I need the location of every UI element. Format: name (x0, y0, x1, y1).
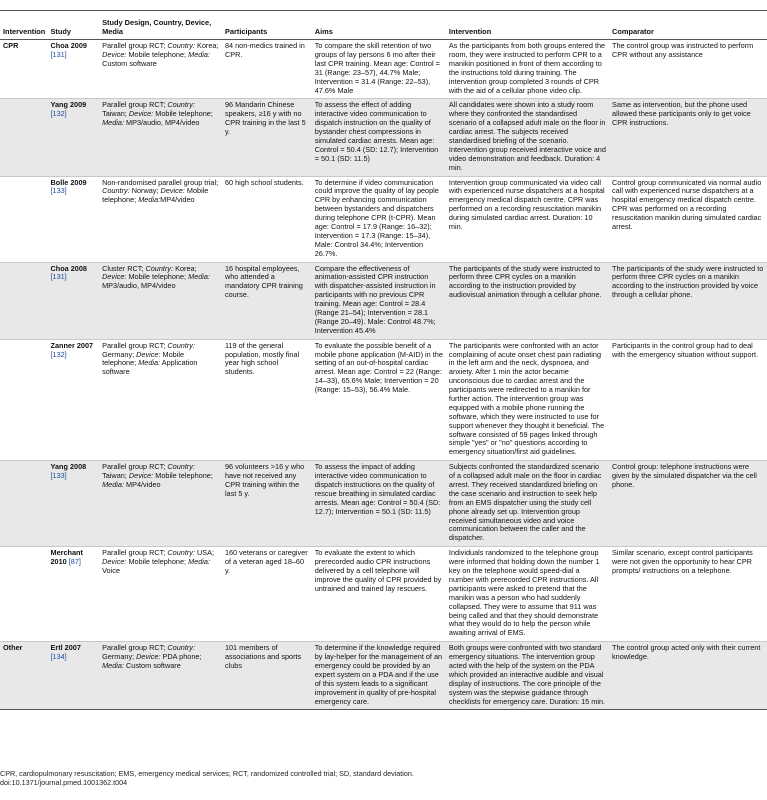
study-cell (47, 642, 99, 710)
group-cell (0, 99, 47, 176)
intervention-cell: Individuals randomized to the telephone group were informed that holding down the number 1 key on the telephone would speed-dial a number with prerecorded CPR instructions. All participants were asked to pretend that the manikin was a person who had suddenly collapsed. They were to assume that 911 was being called and that they should demonstrate what they would do to help the person while awaiting arrival of EMS. (446, 547, 609, 642)
table-row (0, 40, 767, 99)
design-cell: Parallel group RCT; Country: USA; Device: Mobile telephone; Media: Voice (99, 547, 222, 642)
study-cell (47, 40, 99, 99)
reference-link[interactable]: [87] (68, 557, 81, 567)
reference-link[interactable]: [133] (50, 471, 67, 481)
table-row (0, 99, 767, 176)
intervention-cell: All candidates were shown into a study room where they confronted the standardised scenario of a collapsed adult male on the floor in cardiac arrest. The subjects received standardised briefing of the scenario. Intervention group received interactive voice and video demonstration and feedback. Duration: 4 min. (446, 99, 609, 176)
reference-link[interactable]: [131] (50, 49, 67, 59)
abbreviations-note: CPR, cardiopulmonary resuscitation; EMS, emergency medical services; RCT, randomized controlled trial; SD, standard deviation. (0, 769, 414, 778)
study-name: Bolle 2009 (50, 177, 87, 187)
intervention-cell: As the participants from both groups entered the room, they were instructed to perform CPR to a manikin positioned in front of them according to the instructions told during training. The intervention group completed 3 rounds of CPR with the aid of a cellular phone video clip. (446, 40, 609, 99)
comparator-cell: Control group: telephone instructions were given by the simulated dispatcher via the cell phone. (609, 461, 767, 547)
study-name: Yang 2008 (50, 462, 87, 472)
table-row (0, 547, 767, 642)
study-cell (47, 99, 99, 176)
intervention-cell: The participants of the study were instructed to perform three CPR cycles on a manikin according to the instruction provided by audiovisual animation through a cellular phone. (446, 262, 609, 339)
header-design: Study Design, Country, Device, Media (99, 18, 222, 40)
table-footer (0, 769, 414, 788)
comparator-cell: The control group acted only with their current knowledge. (609, 642, 767, 710)
study-name: Yang 2009 (50, 100, 87, 110)
design-cell: Cluster RCT; Country: Korea; Device: Mobile telephone; Media: MP3/audio, MP4/video (99, 262, 222, 339)
reference-link[interactable]: [133] (50, 186, 67, 196)
participants-cell: 16 hospital employees, who attended a mandatory CPR training course. (222, 262, 312, 339)
study-cell (47, 176, 99, 262)
design-cell: Parallel group RCT; Country: Taiwan; Device: Mobile telephone; Media: MP4/video (99, 461, 222, 547)
comparator-cell: The participants of the study were instructed to perform three CPR cycles on a manikin according to the instruction provided by voice through a cellular phone. (609, 262, 767, 339)
study-table (0, 18, 767, 710)
header-aims: Aims (312, 18, 446, 40)
aims-cell: To evaluate the extent to which prerecorded audio CPR instructions delivered by a cell telephone will improve the quality of CPR provided by untrained and trained lay rescuers. (312, 547, 446, 642)
aims-cell: To compare the skill retention of two groups of lay persons 6 mo after their last CPR training. Mean age: Control = 31 (Range: 23–57), 44.7% Male; Intervention = 31.4 (Range: 22–53), 47.6% Male (312, 40, 446, 99)
intervention-cell: Intervention group communicated via video call with experienced nurse dispatchers at a hospital emergency medical dispatch centre. CPR was performed on a recording resuscitation manikin during simulated cardiac arrest. Duration: 10 min. (446, 176, 609, 262)
comparator-cell: The control group was instructed to perform CPR without any assistance (609, 40, 767, 99)
intervention-cell: Subjects confronted the standardized scenario of a collapsed adult male on the floor in cardiac arrest. They received standardized briefing on the case scenario and instruction to seek help from an EMS dispatcher using the study cell phone already set up. Intervention group received simultaneous video and voice communication between the caller and the dispatcher. (446, 461, 609, 547)
table-row (0, 461, 767, 547)
comparator-cell: Same as intervention, but the phone used allowed these participants only to get voice CPR instructions. (609, 99, 767, 176)
study-name: Merchant 2010 (50, 548, 83, 567)
aims-cell: To assess the effect of adding interactive video communication to dispatch instruction on the quality of bystander chest compressions in simulated cardiac arrests. Mean age: Control = 50.4 (SD: 12.7); Intervention = 50.1 (SD: 11.5) (312, 99, 446, 176)
study-cell (47, 461, 99, 547)
study-name: Choa 2009 (50, 41, 87, 51)
aims-cell: Compare the effectiveness of animation-assisted CPR instruction with dispatcher-assisted instruction in participants with no previous CPR training. Mean age: Control = 28.4 (Range 21–54); Intervention = 28.1 (Range 20–49). Male: Control 48.7%; Intervention 45.4% (312, 262, 446, 339)
table-row (0, 176, 767, 262)
group-cell (0, 262, 47, 339)
aims-cell: To assess the impact of adding interactive video communication to dispatch instructions on the quality of rescue breathing in simulated cardiac arrests. Mean age: Control = 50.4 (SD: 12.7); Intervention = 50.1 (SD: 11.5) (312, 461, 446, 547)
study-name: Ertl 2007 (50, 643, 81, 653)
design-cell: Non-randomised parallel group trial; Country: Norway; Device: Mobile telephone; Media:MP4/video (99, 176, 222, 262)
header-participants: Participants (222, 18, 312, 40)
table-row (0, 339, 767, 461)
intervention-cell: Both groups were confronted with two standard emergency situations. The intervention group acted with the help of the system on the PDA which provided an interactive audible and visual display of instructions. The core principle of the system was the stepwise guidance through checklists for emergency care. Duration: 15 min. (446, 642, 609, 710)
design-cell: Parallel group RCT; Country: Korea; Device: Mobile telephone; Media: Custom software (99, 40, 222, 99)
study-cell (47, 339, 99, 461)
design-cell: Parallel group RCT; Country: Germany; Device: PDA phone; Media: Custom software (99, 642, 222, 710)
group-cell (0, 461, 47, 547)
study-cell (47, 547, 99, 642)
reference-link[interactable]: [131] (50, 272, 67, 282)
table-row (0, 262, 767, 339)
comparator-cell: Control group communicated via normal audio call with experienced nurse dispatchers at a hospital emergency medical dispatch centre. CPR was performed on a recording resuscitation manikin during simulated cardiac arrest. (609, 176, 767, 262)
header-intervention-desc: Intervention (446, 18, 609, 40)
study-name: Zanner 2007 (50, 340, 94, 350)
group-cell (0, 339, 47, 461)
intervention-cell: The participants were confronted with an actor complaining of acute onset chest pain radiating in the left arm and the neck, dyspnoea, and anxiety. After 1 min the actor became unconscious due to cardiac arrest and the participants were redirected to a manikin for further action. The intervention group was equipped with a mobile phone running the software, which they were instructed to use for support whenever they thought it beneficial. The software consisted of 59 pages linked through simple "yes" or "no" questions according to emergency situation/first aid guidelines. (446, 339, 609, 461)
table-row (0, 642, 767, 710)
reference-link[interactable]: [132] (50, 349, 67, 359)
top-rule (0, 10, 767, 11)
study-cell (47, 262, 99, 339)
reference-link[interactable]: [132] (50, 109, 67, 119)
reference-link[interactable]: [134] (50, 652, 67, 662)
participants-cell: 101 members of associations and sports clubs (222, 642, 312, 710)
header-study: Study (47, 18, 99, 40)
participants-cell: 60 high school students. (222, 176, 312, 262)
comparator-cell: Similar scenario, except control participants were not given the opportunity to hear CPR prompts/ instructions on a telephone. (609, 547, 767, 642)
aims-cell: To evaluate the possible benefit of a mobile phone application (M-AID) in the setting of an out-of-hospital cardiac arrest. Mean age: Control = 22 (Range: 14–33), 65.6% Male; Intervention = 20 (Range: 15–53), 56.4% Male. (312, 339, 446, 461)
group-cell (0, 547, 47, 642)
aims-cell: To determine if the knowledge required by lay-helper for the management of an emergency could be provided by an expert system on a PDA and if the use of this system leads to a significant improvement in quality of pre-hospital emergency care. (312, 642, 446, 710)
design-cell: Parallel group RCT; Country: Taiwan; Device: Mobile telephone; Media: MP3/audio, MP4/video (99, 99, 222, 176)
participants-cell: 160 veterans or caregiver of a veteran aged 18–60 y. (222, 547, 312, 642)
design-cell: Parallel group RCT; Country: Germany; Device: Mobile telephone; Media: Application software (99, 339, 222, 461)
participants-cell: 84 non-medics trained in CPR. (222, 40, 312, 99)
group-cell: CPR (0, 40, 47, 99)
header-row (0, 18, 767, 40)
header-comparator: Comparator (609, 18, 767, 40)
participants-cell: 96 Mandarin Chinese speakers, ≥16 y with no CPR training in the last 5 y. (222, 99, 312, 176)
study-name: Choa 2008 (50, 263, 87, 273)
doi-note: doi:10.1371/journal.pmed.1001362.t004 (0, 778, 128, 788)
participants-cell: 96 volunteers >16 y who have not received any CPR training within the last 5 y. (222, 461, 312, 547)
comparator-cell: Participants in the control group had to deal with the emergency situation without support. (609, 339, 767, 461)
aims-cell: To determine if video communication could improve the quality of lay people CPR by enhancing communication between bystanders and dispatchers during telephone CPR (t-CPR). Mean age: Control = 17.9 (Range: 16–32); Intervention = 17.3 (Range: 15–34), Male: Control 34.4%; Intervention 26.7%. (312, 176, 446, 262)
group-cell (0, 176, 47, 262)
group-cell: Other (0, 642, 47, 710)
header-intervention: Intervention (0, 18, 47, 40)
participants-cell: 119 of the general population, mostly final year high school students. (222, 339, 312, 461)
